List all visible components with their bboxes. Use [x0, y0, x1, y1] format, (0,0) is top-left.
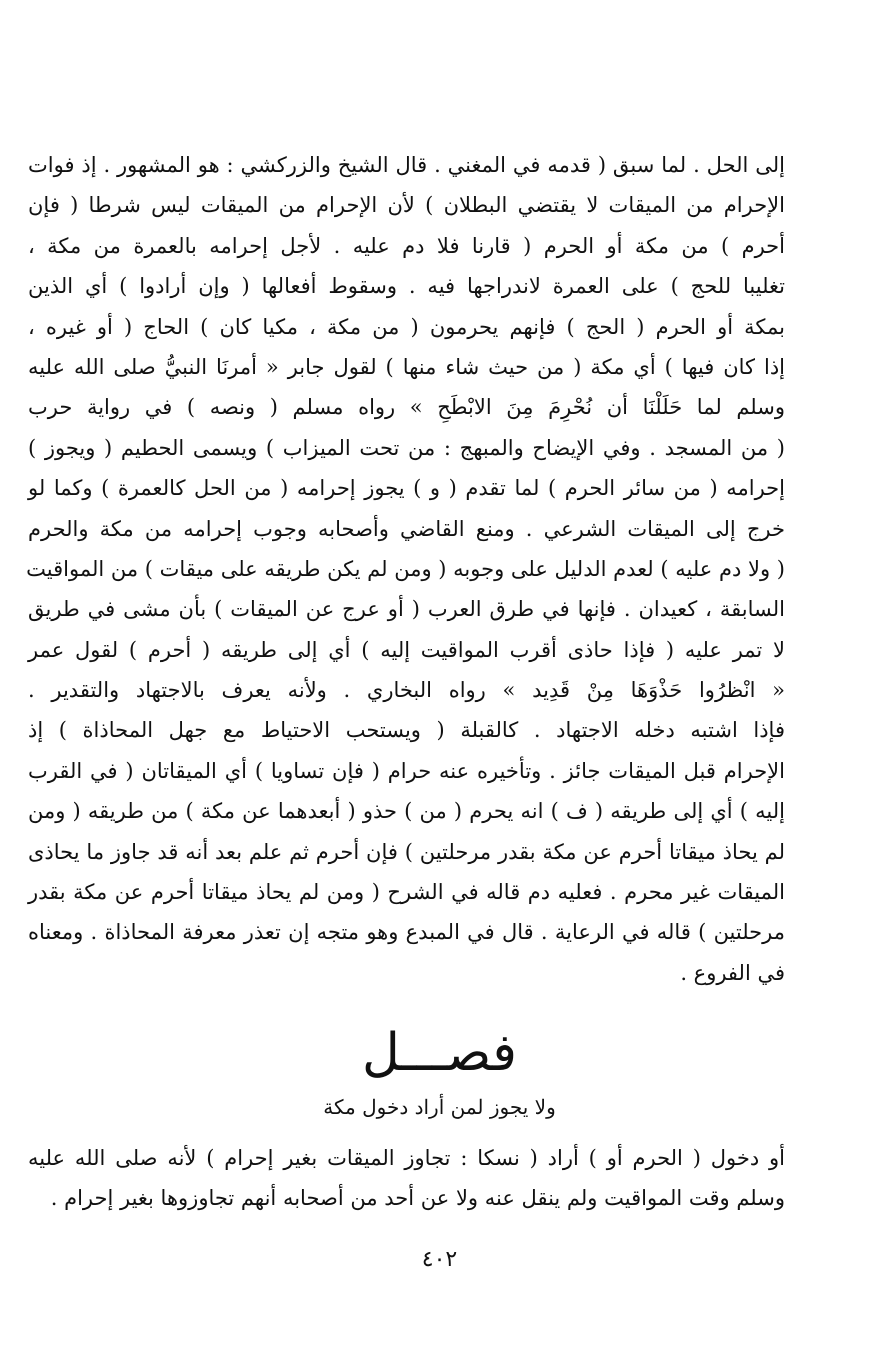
text-line: أو دخول ( الحرم أو ) أراد ( نسكا : تجاوز الميقات بغير إحرام ) لأنه صلى الله عليه [28, 1146, 785, 1170]
text-line: إليه ) أي إلى طريقه ( ف ) انه يحرم ( من ) حذو ( أبعدهما عن مكة ) من طريقه ( ومن [28, 799, 785, 824]
text-line: ( ولا دم عليه ) لعدم الدليل على وجوبه ( ومن لم يكن طريقه على ميقات ) من المواقيت [26, 556, 785, 581]
text-line: فإذا اشتبه دخله الاجتهاد . كالقبلة ( ويستحب الاحتياط مع جهل المحاذاة ) إذ [28, 718, 785, 743]
text-line: وسلم لما حَلَلْنَا أن نُحْرِمَ مِنَ الابْطَحِ » رواه مسلم ( ونصه ) في رواية حرب [28, 395, 785, 420]
text-line: السابقة ، كعيدان . فإنها في طرق العرب ( أو عرج عن الميقات ) بأن مشى في طريق [28, 597, 785, 622]
main-text-block [28, 145, 785, 993]
text-line: بمكة أو الحرم ( الحج ) فإنهم يحرمون ( من مكة ، مكيا كان ) الحاج ( أو غيره ، [28, 314, 785, 339]
text-line: « انْظرُوا حَذْوَهَا مِنْ قَدِيد » رواه البخاري . ولأنه يعرف بالاجتهاد والتقدير . [28, 678, 785, 703]
text-line: الإحرام من الميقات لا يقتضي البطلان ) لأن الإحرام من الميقات ليس شرطا ( فإن [28, 193, 785, 218]
section-heading: فصـــل [361, 1023, 518, 1083]
text-line: إذا كان فيها ) أي مكة ( من حيث شاء منها ) لقول جابر « أمرنَا النبيُّ صلى الله عليه [28, 354, 785, 379]
text-line: وسلم وقت المواقيت ولم ينقل عنه ولا عن أحد من أصحابه أنهم تجاوزوها بغير إحرام . [50, 1186, 785, 1211]
text-line: أحرم ) من مكة أو الحرم ( قارنا فلا دم عليه . لأجل إحرامه بالعمرة من مكة ، [28, 233, 785, 258]
text-line: لا تمر عليه ( فإذا حاذى أقرب المواقيت إليه ) أي إلى طريقه ( أحرم ) لقول عمر [28, 637, 785, 662]
text-line: لم يحاذ ميقاتا أحرم عن مكة بقدر مرحلتين ) فإن أحرم ثم علم بعد أنه قد جاوز ما يحاذى [28, 839, 785, 864]
text-line: في الفروع . [680, 960, 785, 985]
section-text-block [28, 1138, 785, 1219]
text-line: ( من المسجد . وفي الإيضاح والمبهج : من تحت الميزاب ) ويسمى الحطيم ( ويجوز ) [28, 435, 785, 460]
text-line: إلى الحل . لما سبق ( قدمه في المغني . قال الشيخ والزركشي : هو المشهور . إذ فوات [28, 153, 785, 177]
text-line: إحرامه ( من سائر الحرم ) لما تقدم ( و ) يجوز إحرامه ( من الحل كالعمرة ) وكما لو [28, 476, 785, 501]
text-line: الإحرام قبل الميقات جائز . وتأخيره عنه حرام ( فإن تساويا ) أي الميقاتان ( في القرب [28, 758, 785, 783]
text-line: الميقات غير محرم . فعليه دم قاله في الشرح ( ومن لم يحاذ ميقاتا أحرم عن مكة بقدر [28, 880, 785, 905]
text-line: مرحلتين ) قاله في الرعاية . قال في المبدع وهو متجه إن تعذر معرفة المحاذاة . ومعناه [28, 920, 785, 945]
page-number: ٤٠٢ [421, 1247, 458, 1272]
text-line: تغليبا للحج ) على العمرة لاندراجها فيه . وسقوط أفعالها ( وإن أرادوا ) أي الذين [28, 274, 785, 299]
text-line: خرج إلى الميقات الشرعي . ومنع القاضي وأصحابه وجوب إحرامه من مكة والحرم [28, 516, 785, 541]
section-subheading: ولا يجوز لمن أراد دخول مكة [323, 1095, 556, 1119]
